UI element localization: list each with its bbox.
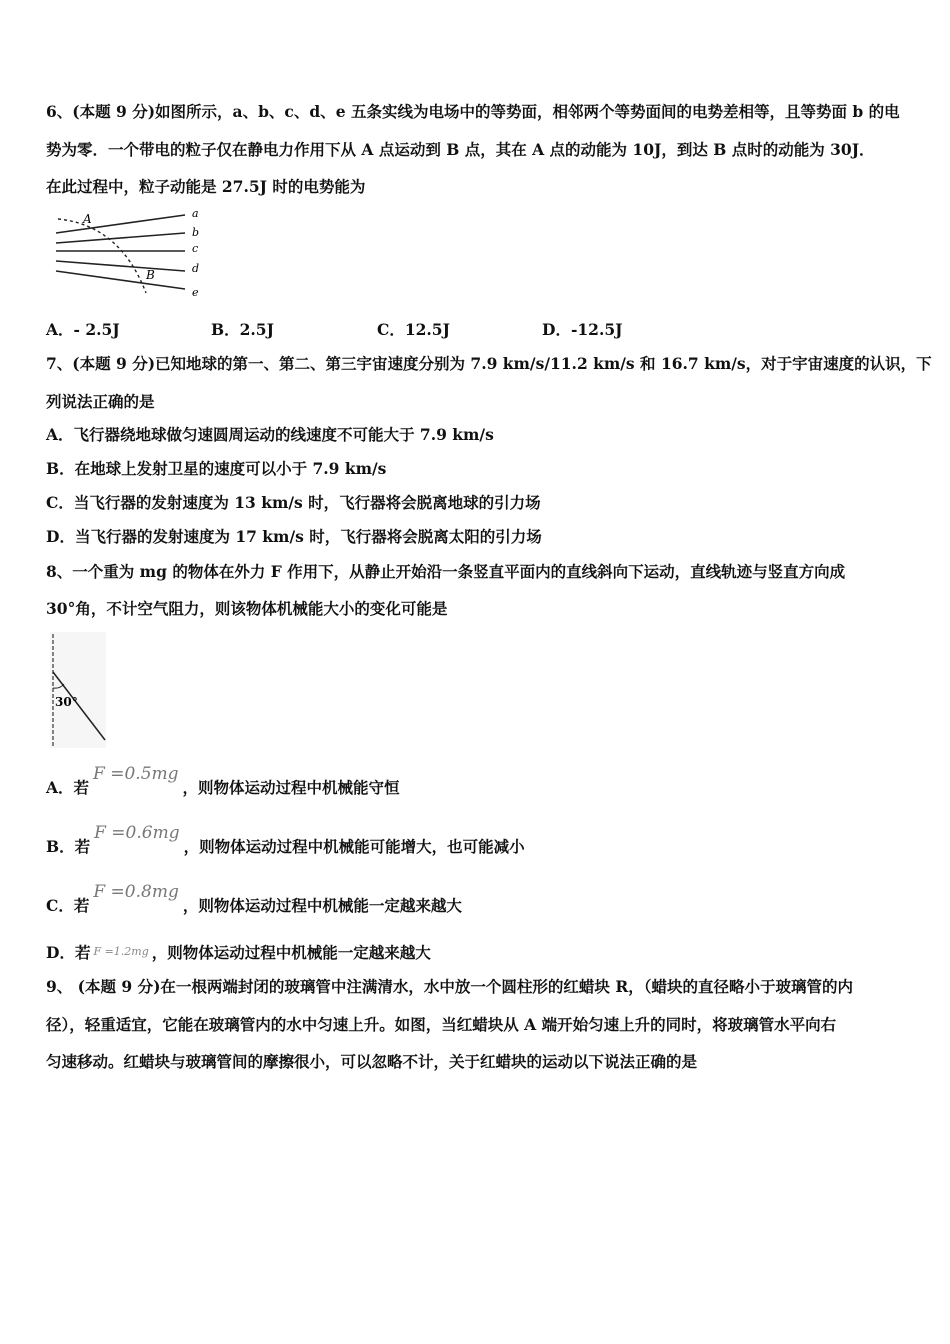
q7-stem-line-1: 7、(本题 9 分)已知地球的第一、第二、第三宇宙速度分别为 7.9 km/s/11.2 km/s 和 16.7 km/s，对于宇宙速度的认识，下 bbox=[46, 354, 932, 373]
q6-stem-line-3: 在此过程中，粒子动能是 27.5J 时的电势能为 bbox=[46, 177, 366, 196]
q6-stem-line-1: 6、(本题 9 分)如图所示，a、b、c、d、e 五条实线为电场中的等势面，相邻两个等势面间的电势差相等，且等势面 b 的电 bbox=[46, 102, 900, 121]
line-label-e: e bbox=[192, 286, 199, 299]
q9-stem-line-3: 匀速移动。红蜡块与玻璃管间的摩擦很小，可以忽略不计，关于红蜡块的运动以下说法正确的是 bbox=[46, 1052, 698, 1071]
q6-option-c-letter: C． bbox=[377, 320, 405, 339]
q6-stem-line-2: 势为零．一个带电的粒子仅在静电力作用下从 A 点运动到 B 点，其在 A 点的动能为 10J，到达 B 点时的动能为 30J． bbox=[46, 140, 875, 159]
q8-option-c[interactable] bbox=[46, 882, 462, 916]
q6-option-d[interactable] bbox=[542, 320, 622, 340]
q7-option-b[interactable]: B．在地球上发射卫星的速度可以小于 7.9 km/s bbox=[46, 459, 387, 478]
q8-option-a-formula: F =0.5mg bbox=[93, 764, 179, 784]
q6-option-a-text: - 2.5J bbox=[73, 320, 120, 339]
q8-option-d-suffix: ，则物体运动过程中机械能一定越来越大 bbox=[151, 943, 431, 962]
q6-option-b[interactable] bbox=[211, 320, 274, 340]
q6-option-c-text: 12.5J bbox=[404, 320, 450, 339]
q8-option-c-suffix: ，则物体运动过程中机械能一定越来越大 bbox=[182, 896, 462, 915]
q8-stem-line-1: 8、一个重为 mg 的物体在外力 F 作用下，从静止开始沿一条竖直平面内的直线斜向下运动，直线轨迹与竖直方向成 bbox=[46, 562, 846, 581]
point-label-B: B bbox=[146, 268, 155, 282]
q7-option-d[interactable]: D．当飞行器的发射速度为 17 km/s 时，飞行器将会脱离太阳的引力场 bbox=[46, 527, 542, 546]
q6-option-d-letter: D． bbox=[542, 320, 571, 339]
q8-option-c-formula: F =0.8mg bbox=[93, 882, 179, 902]
equipotential-line-d bbox=[56, 261, 185, 271]
q6-option-d-text: -12.5J bbox=[570, 320, 623, 339]
equipotential-line-a bbox=[56, 215, 185, 233]
equipotential-line-e bbox=[56, 271, 185, 289]
q6-option-c[interactable] bbox=[377, 320, 450, 340]
q8-option-b-prefix: B．若 bbox=[46, 837, 91, 856]
incline-angle-figure bbox=[46, 632, 110, 748]
q6-option-b-letter: B． bbox=[211, 320, 240, 339]
equipotential-figure bbox=[50, 205, 210, 300]
q9-stem-line-2: 径），轻重适宜，它能在玻璃管内的水中匀速上升。如图，当红蜡块从 A 端开始匀速上升的同时，将玻璃管水平向右 bbox=[46, 1015, 837, 1034]
line-label-b: b bbox=[192, 226, 200, 239]
line-label-c: c bbox=[192, 242, 199, 255]
q6-option-a[interactable] bbox=[46, 320, 120, 340]
q8-option-d[interactable] bbox=[46, 943, 431, 965]
point-label-A: A bbox=[83, 212, 92, 226]
q8-stem-line-2: 30°角，不计空气阻力，则该物体机械能大小的变化可能是 bbox=[46, 599, 448, 618]
q8-option-b[interactable] bbox=[46, 823, 525, 857]
line-label-a: a bbox=[192, 207, 199, 220]
q8-option-a-suffix: ，则物体运动过程中机械能守恒 bbox=[182, 778, 400, 797]
q7-option-a[interactable]: A．飞行器绕地球做匀速圆周运动的线速度不可能大于 7.9 km/s bbox=[46, 425, 494, 444]
equipotential-line-b bbox=[56, 233, 185, 243]
q8-option-b-suffix: ，则物体运动过程中机械能可能增大，也可能减小 bbox=[183, 837, 525, 856]
q8-option-b-formula: F =0.6mg bbox=[94, 823, 180, 843]
q8-option-a[interactable] bbox=[46, 764, 400, 798]
q8-option-a-prefix: A．若 bbox=[46, 778, 90, 797]
q8-option-c-prefix: C．若 bbox=[46, 896, 90, 915]
line-label-d: d bbox=[192, 262, 200, 275]
q6-option-b-text: 2.5J bbox=[239, 320, 274, 339]
q8-option-d-formula: F =1.2mg bbox=[93, 945, 149, 958]
q9-stem-line-1: 9、 (本题 9 分)在一根两端封闭的玻璃管中注满清水，水中放一个圆柱形的红蜡块 R，（蜡块的直径略小于玻璃管的内 bbox=[46, 977, 853, 996]
q7-stem-line-2: 列说法正确的是 bbox=[46, 392, 155, 411]
angle-label: 30° bbox=[55, 695, 78, 709]
q6-option-a-letter: A． bbox=[46, 320, 74, 339]
q8-option-d-prefix: D．若 bbox=[46, 943, 91, 962]
q7-option-c[interactable]: C．当飞行器的发射速度为 13 km/s 时，飞行器将会脱离地球的引力场 bbox=[46, 493, 541, 512]
